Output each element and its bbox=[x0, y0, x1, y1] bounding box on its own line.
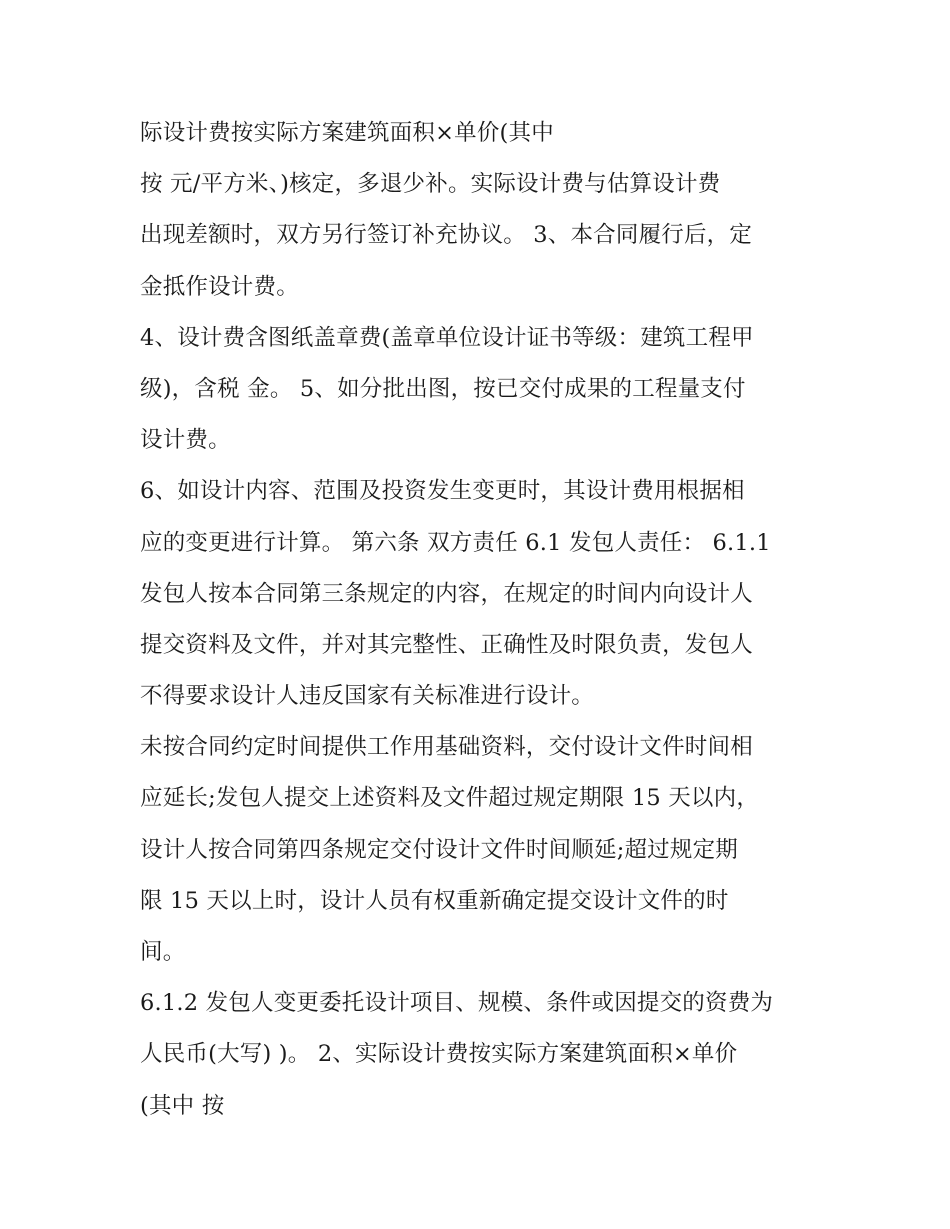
text-line: 应延长;发包人提交上述资料及文件超过规定期限 15 天以内， bbox=[140, 785, 760, 812]
text-line: 不得要求设计人违反国家有关标准进行设计。 bbox=[140, 683, 595, 710]
text-line: (其中 按 bbox=[140, 1092, 225, 1119]
text-line: 6、如设计内容、范围及投资发生变更时，其设计费用根据相 bbox=[140, 478, 745, 505]
text-line: 级)，含税 金。 5、如分批出图，按已交付成果的工程量支付 bbox=[140, 375, 746, 402]
text-line: 出现差额时，双方另行签订补充协议。 3、本合同履行后，定 bbox=[140, 222, 753, 249]
text-line: 金抵作设计费。 bbox=[140, 273, 299, 300]
text-line: 未按合同约定时间提供工作用基础资料，交付设计文件时间相 bbox=[140, 734, 753, 761]
text-line: 限 15 天以上时，设计人员有权重新确定提交设计文件的时 bbox=[140, 887, 729, 914]
text-line: 际设计费按实际方案建筑面积×单价(其中 bbox=[140, 120, 554, 146]
text-line: 6.1.2 发包人变更委托设计项目、规模、条件或因提交的资费为 bbox=[140, 990, 774, 1017]
text-line: 提交资料及文件，并对其完整性、正确性及时限负责，发包人 bbox=[140, 631, 753, 658]
text-line: 设计人按合同第四条规定交付设计文件时间顺延;超过规定期 bbox=[140, 836, 738, 863]
document-body bbox=[140, 108, 830, 1132]
text-line: 设计费。 bbox=[140, 427, 231, 454]
text-line: 人民币(大写) )。 2、实际设计费按实际方案建筑面积×单价 bbox=[140, 1041, 738, 1068]
text-line: 按 元/平方米、)核定，多退少补。实际设计费与估算设计费 bbox=[140, 171, 721, 198]
text-line: 发包人按本合同第三条规定的内容，在规定的时间内向设计人 bbox=[140, 580, 753, 607]
text-line: 应的变更进行计算。 第六条 双方责任 6.1 发包人责任： 6.1.1 bbox=[140, 529, 771, 556]
text-line: 4、设计费含图纸盖章费(盖章单位设计证书等级：建筑工程甲 bbox=[140, 324, 754, 351]
text-line: 间。 bbox=[140, 939, 186, 965]
